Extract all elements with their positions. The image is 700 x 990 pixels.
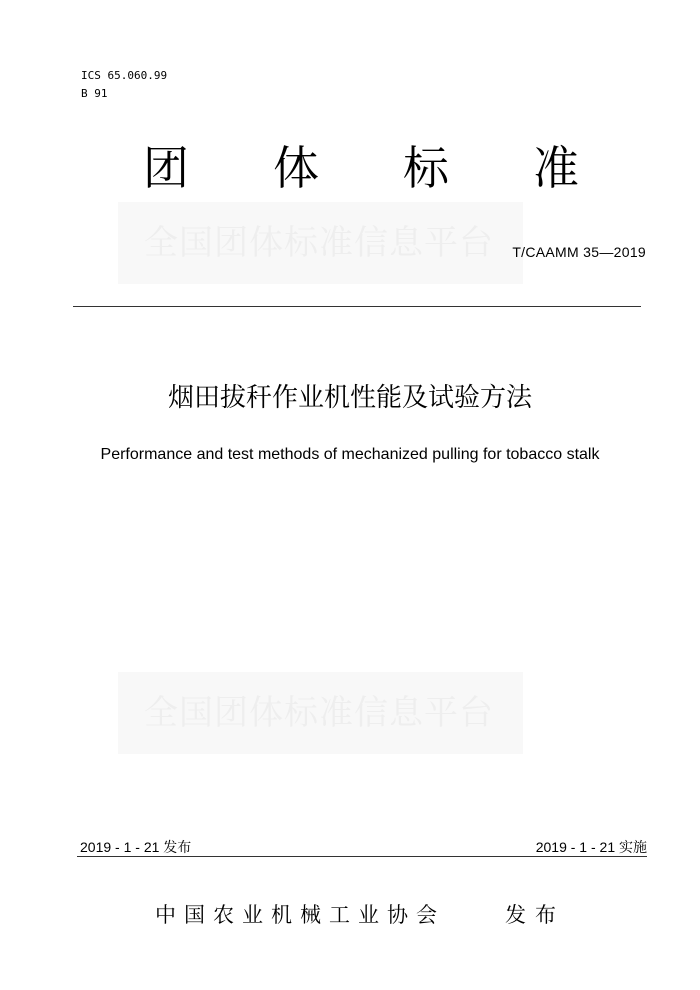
watermark-text: 全国团体标准信息平台 [144, 693, 494, 733]
release-label: 发布 [505, 903, 565, 927]
ccs-code: B 91 [81, 87, 108, 100]
watermark-text: 全国团体标准信息平台 [144, 223, 494, 263]
title-english: Performance and test methods of mechanized pulling for tobacco stalk [100, 446, 600, 463]
standard-type-char: 体 [273, 141, 319, 195]
title-chinese: 烟田拔秆作业机性能及试验方法 [167, 383, 532, 413]
watermark-top [118, 202, 523, 284]
divider-top [73, 306, 641, 307]
standard-type-char: 标 [403, 141, 449, 195]
implement-date: 2019 - 1 - 21 实施 [535, 839, 647, 855]
issuing-organization: 中国农业机械工业协会 [155, 903, 445, 927]
divider-bottom [77, 856, 647, 857]
watermark-bottom [118, 672, 523, 754]
standard-type-char: 团 [143, 141, 189, 195]
publish-date: 2019 - 1 - 21 发布 [80, 839, 192, 855]
standard-number: T/CAAMM 35—2019 [512, 244, 646, 260]
ics-code: ICS 65.060.99 [81, 69, 168, 82]
standard-type-char: 准 [533, 141, 579, 195]
